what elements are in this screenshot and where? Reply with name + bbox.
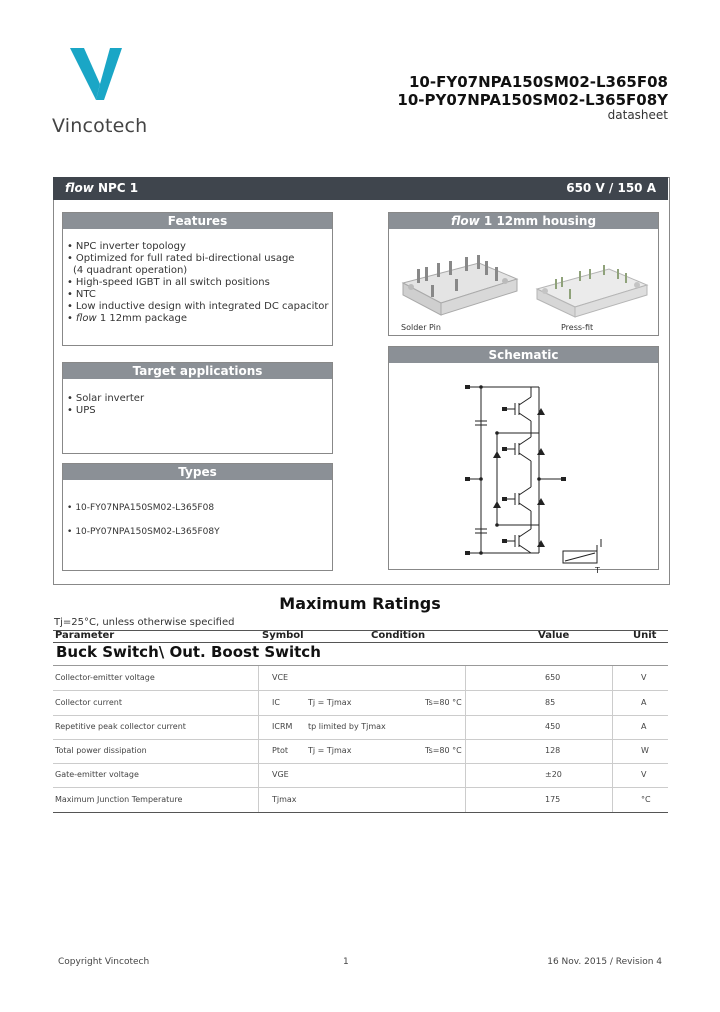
- application-item: • UPS: [67, 405, 332, 417]
- part-number-2: 10-PY07NPA150SM02-L365F08Y: [397, 91, 668, 109]
- cell-condition: Tj = Tjmax: [308, 746, 352, 755]
- type-item: • 10-FY07NPA150SM02-L365F08: [67, 496, 332, 520]
- column-divider: [465, 666, 466, 690]
- applications-list: [67, 393, 332, 417]
- cell-parameter: Maximum Junction Temperature: [55, 795, 183, 804]
- column-divider: [612, 739, 613, 763]
- footer-page-number: 1: [343, 957, 349, 967]
- ntc-label: T: [595, 566, 600, 575]
- housing-panel: [388, 212, 659, 336]
- temperature-note: Tj=25°C, unless otherwise specified: [54, 617, 235, 628]
- banner-flow: flow: [65, 181, 94, 195]
- table-row: [53, 715, 668, 740]
- label-solder-pin: Solder Pin: [401, 323, 441, 332]
- circuit-diagram: [389, 363, 658, 575]
- cell-unit: W: [641, 746, 649, 755]
- schematic-title: Schematic: [389, 347, 658, 363]
- module-solder-pin-image: [403, 255, 517, 315]
- column-divider: [258, 739, 259, 763]
- table-row: [53, 739, 668, 764]
- table-row: [53, 666, 668, 691]
- cell-unit: A: [641, 698, 647, 707]
- application-item: • Solar inverter: [67, 393, 332, 405]
- column-divider: [465, 739, 466, 763]
- housing-photos: [389, 233, 658, 323]
- schematic-panel: [388, 346, 659, 575]
- column-divider: [258, 763, 259, 787]
- type-item: • 10-PY07NPA150SM02-L365F08Y: [67, 520, 332, 544]
- column-divider: [258, 788, 259, 812]
- cell-condition-2: Ts=80 °C: [425, 746, 462, 755]
- footer-copyright: Copyright Vincotech: [58, 957, 150, 967]
- table-bottom-rule: [53, 812, 668, 813]
- brand-name: Vincotech: [52, 115, 148, 137]
- column-divider: [465, 788, 466, 812]
- cell-condition-2: Ts=80 °C: [425, 698, 462, 707]
- cell-value: 85: [545, 698, 556, 707]
- banner-rating: 650 V / 150 A: [566, 181, 656, 195]
- feature-item: • Low inductive design with integrated DC capacitor: [67, 301, 332, 313]
- applications-panel: [62, 362, 333, 454]
- cell-unit: A: [641, 722, 647, 731]
- column-divider: [465, 763, 466, 787]
- cell-value: 450: [545, 722, 561, 731]
- column-divider: [258, 666, 259, 690]
- cell-parameter: Collector current: [55, 698, 122, 707]
- cell-value: ±20: [545, 770, 562, 779]
- doc-type: datasheet: [607, 108, 668, 122]
- cell-parameter: Gate-emitter voltage: [55, 770, 139, 779]
- column-divider: [465, 691, 466, 715]
- table-row: [53, 763, 668, 788]
- feature-item: • Optimized for full rated bi-directional usage: [67, 253, 332, 265]
- module-press-fit-image: [537, 265, 647, 317]
- product-banner: [53, 177, 668, 200]
- features-title: Features: [63, 213, 332, 229]
- col-symbol: Symbol: [262, 630, 304, 641]
- types-panel: [62, 463, 333, 571]
- cell-condition: Tj = Tjmax: [308, 698, 352, 707]
- part-number-1: 10-FY07NPA150SM02-L365F08: [409, 73, 668, 91]
- feature-item: • flow 1 12mm package: [67, 313, 332, 325]
- features-panel: [62, 212, 333, 346]
- table-row: [53, 788, 668, 813]
- col-parameter: Parameter: [55, 630, 115, 641]
- cell-symbol: Ptot: [272, 746, 288, 755]
- housing-title: flow 1 12mm housing: [389, 213, 658, 229]
- cell-parameter: Total power dissipation: [55, 746, 147, 755]
- features-list: [67, 241, 332, 325]
- feature-item: • NPC inverter topology: [67, 241, 332, 253]
- column-divider: [258, 691, 259, 715]
- group-title: Buck Switch\ Out. Boost Switch: [56, 643, 321, 661]
- cell-unit: °C: [641, 795, 651, 804]
- col-condition: Condition: [371, 630, 426, 641]
- column-divider: [612, 666, 613, 690]
- vincotech-logo-icon: [70, 46, 124, 102]
- types-title: Types: [63, 464, 332, 480]
- cell-symbol: ICRM: [272, 722, 293, 731]
- table-row: [53, 691, 668, 716]
- cell-value: 128: [545, 746, 561, 755]
- cell-parameter: Collector-emitter voltage: [55, 673, 155, 682]
- column-divider: [612, 788, 613, 812]
- banner-product: NPC 1: [97, 181, 139, 195]
- cell-parameter: Repetitive peak collector current: [55, 722, 186, 731]
- feature-item: • High-speed IGBT in all switch positions: [67, 277, 332, 289]
- cell-symbol: IC: [272, 698, 280, 707]
- section-title-max-ratings: Maximum Ratings: [279, 594, 441, 613]
- cell-unit: V: [641, 673, 647, 682]
- ratings-table-header: [53, 630, 668, 643]
- feature-item: • NTC: [67, 289, 332, 301]
- cell-symbol: VCE: [272, 673, 289, 682]
- cell-value: 175: [545, 795, 561, 804]
- column-divider: [612, 691, 613, 715]
- cell-unit: V: [641, 770, 647, 779]
- column-divider: [258, 715, 259, 739]
- cell-value: 650: [545, 673, 561, 682]
- column-divider: [612, 763, 613, 787]
- column-divider: [465, 715, 466, 739]
- types-list: [67, 496, 332, 544]
- label-press-fit: Press-fit: [561, 323, 594, 332]
- col-unit: Unit: [633, 630, 657, 641]
- footer-revision: 16 Nov. 2015 / Revision 4: [547, 957, 662, 967]
- feature-item: (4 quadrant operation): [73, 265, 188, 276]
- cell-symbol: VGE: [272, 770, 289, 779]
- column-divider: [612, 715, 613, 739]
- applications-title: Target applications: [63, 363, 332, 379]
- cell-symbol: Tjmax: [272, 795, 297, 804]
- cell-condition: tp limited by Tjmax: [308, 722, 386, 731]
- col-value: Value: [538, 630, 570, 641]
